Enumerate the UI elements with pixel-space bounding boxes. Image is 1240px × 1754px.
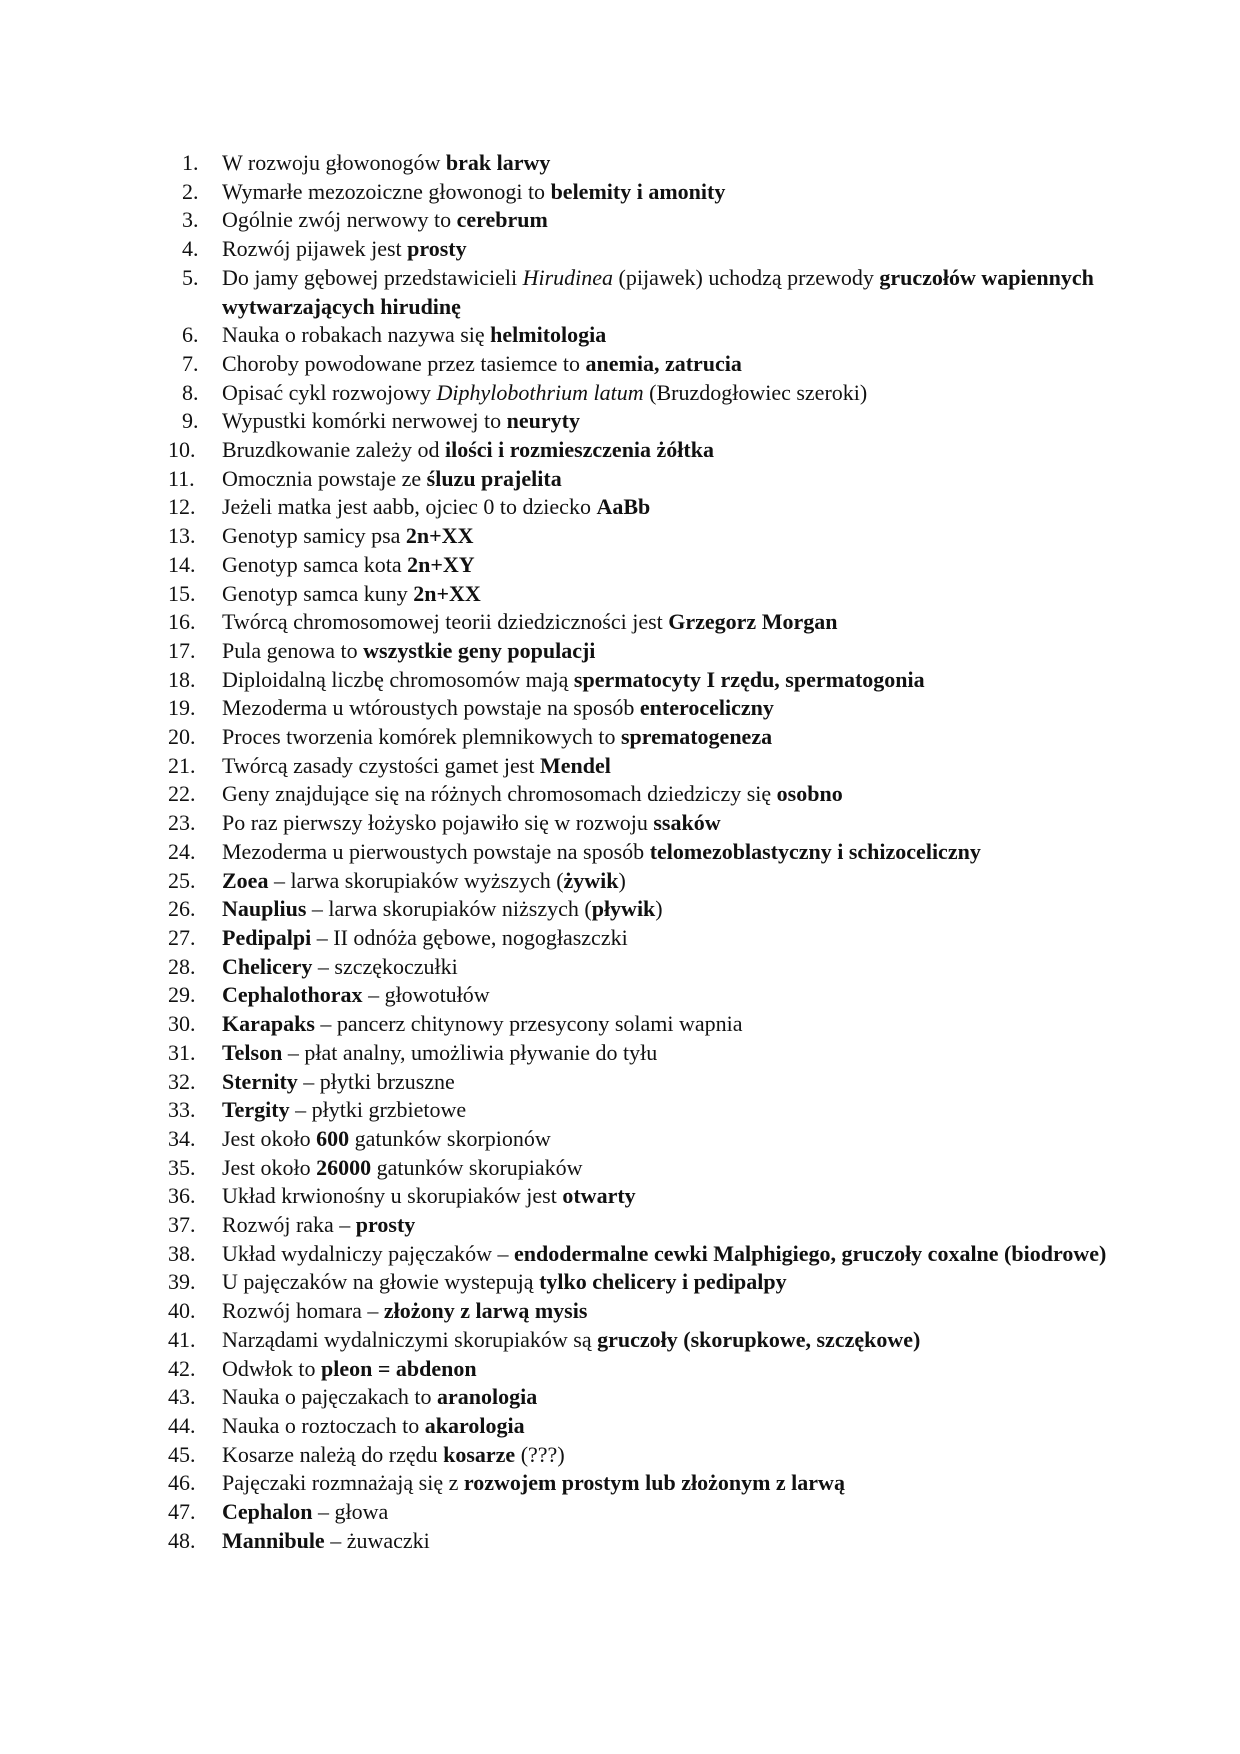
bold-term: Grzegorz Morgan [668, 609, 838, 635]
bold-term: Pedipalpi [222, 924, 312, 950]
list-item [160, 235, 1160, 264]
list-item [160, 895, 1160, 924]
italic-term: Hirudinea [522, 264, 614, 290]
bold-term: Nauplius [222, 896, 307, 922]
bold-term: żywik [563, 867, 619, 893]
list-item [160, 809, 1160, 838]
item-text [222, 1528, 430, 1553]
text-run: Nauka o pajęczakach to [222, 1384, 437, 1410]
text-run: Proces tworzenia komórek plemnikowych to [222, 724, 621, 750]
list-item [160, 379, 1160, 408]
item-number: 13. [168, 523, 196, 549]
item-number: 18. [168, 666, 196, 692]
text-run: – larwa skorupiaków wyższych ( [268, 867, 564, 893]
bold-term: neuryty [506, 408, 580, 434]
list-item [160, 1268, 1160, 1297]
item-number: 36. [168, 1183, 196, 1209]
item-text [222, 868, 626, 893]
bold-term: Cephalon [222, 1499, 313, 1525]
list-item [160, 1096, 1160, 1125]
item-text [222, 982, 490, 1007]
item-number: 44. [168, 1412, 196, 1438]
item-number: 22. [168, 781, 196, 807]
item-text [222, 609, 837, 634]
bold-term: akarologia [424, 1412, 525, 1438]
item-text [222, 380, 867, 405]
item-number: 24. [168, 838, 196, 864]
text-run: Jest około [222, 1154, 317, 1180]
bold-term: helmitologia [490, 322, 607, 348]
item-text [222, 1269, 787, 1294]
list-item [160, 867, 1160, 896]
text-run: ) [618, 867, 626, 893]
numbered-list [160, 149, 1160, 1555]
list-item [160, 1211, 1160, 1240]
list-item [160, 1039, 1160, 1068]
bold-term: ssaków [653, 810, 721, 836]
text-run: Pula genowa to [222, 637, 364, 663]
item-number: 8. [182, 379, 199, 405]
item-text [222, 1183, 636, 1208]
list-item [160, 637, 1160, 666]
list-item [160, 350, 1160, 379]
text-run: ) [655, 896, 663, 922]
item-text [222, 1442, 565, 1467]
text-run: (Bruzdogłowiec szeroki) [643, 379, 868, 405]
item-text [222, 1499, 388, 1524]
item-text [222, 466, 562, 491]
text-run: – II odnóża gębowe, nogogłaszczki [311, 924, 628, 950]
text-run: Nauka o roztoczach to [222, 1412, 425, 1438]
item-number: 4. [182, 236, 199, 262]
item-text [222, 1470, 845, 1495]
bold-term: belemity i amonity [550, 178, 726, 204]
text-run: Genotyp samca kuny [222, 580, 414, 606]
list-item [160, 206, 1160, 235]
item-text [222, 925, 628, 950]
bold-term: rozwojem prostym lub złożonym z larwą [463, 1470, 845, 1496]
item-text [222, 1011, 743, 1036]
item-number: 9. [182, 408, 199, 434]
item-number: 10. [168, 437, 196, 463]
list-item [160, 1125, 1160, 1154]
bold-term: Tergity [222, 1097, 290, 1123]
item-text [222, 150, 550, 175]
list-item [160, 1297, 1160, 1326]
bold-term: Zoea [222, 867, 269, 893]
text-run: Mezoderma u wtóroustych powstaje na sposób [222, 695, 640, 721]
bold-term: Karapaks [222, 1011, 315, 1037]
text-run: gatunków skorpionów [349, 1125, 551, 1151]
item-text [222, 207, 548, 232]
item-number: 11. [168, 465, 195, 491]
text-run: – płytki brzuszne [297, 1068, 455, 1094]
list-item [160, 1182, 1160, 1211]
text-run: Do jamy gębowej przedstawicieli [222, 264, 523, 290]
bold-term: AaBb [596, 494, 651, 520]
bold-term: tylko chelicery i pedipalpy [539, 1269, 787, 1295]
item-text [222, 351, 742, 376]
text-run: W rozwoju głowonogów [222, 150, 446, 175]
bold-term: anemia, zatrucia [585, 350, 742, 376]
list-item [160, 666, 1160, 695]
list-item [160, 924, 1160, 953]
bold-term: brak larwy [445, 150, 551, 175]
item-number: 1. [182, 150, 199, 175]
list-item [160, 264, 1160, 321]
list-item [160, 551, 1160, 580]
list-item [160, 1469, 1160, 1498]
list-item [160, 1355, 1160, 1384]
list-item [160, 838, 1160, 867]
bold-term: sprematogeneza [620, 724, 773, 750]
item-number: 34. [168, 1125, 196, 1151]
list-item [160, 1240, 1160, 1269]
item-number: 42. [168, 1355, 196, 1381]
list-item [160, 1412, 1160, 1441]
bold-term: enteroceliczny [639, 695, 774, 721]
list-item [160, 723, 1160, 752]
item-text [222, 810, 721, 835]
list-item [160, 1441, 1160, 1470]
bold-term: pleon = abdenon [321, 1355, 477, 1381]
item-text [222, 1126, 551, 1151]
item-text [222, 1327, 920, 1352]
text-run: Genotyp samicy psa [222, 523, 406, 549]
bold-term: spermatocyty I rzędu, spermatogonia [573, 666, 925, 692]
item-text [222, 1097, 466, 1122]
text-run: – larwa skorupiaków niższych ( [306, 896, 592, 922]
item-text [222, 638, 595, 663]
list-item [160, 493, 1160, 522]
item-text [222, 322, 606, 347]
text-run: Genotyp samca kota [222, 551, 408, 577]
list-item [160, 608, 1160, 637]
item-number: 23. [168, 810, 196, 836]
bold-term: gruczołów wapiennych wytwarzających hirudinę [222, 264, 1094, 319]
bold-term: Mannibule [222, 1527, 325, 1553]
bold-term: Chelicery [222, 953, 313, 979]
text-run: Bruzdkowanie zależy od [222, 437, 445, 463]
bold-term: 2n+XX [413, 580, 481, 606]
item-text [222, 753, 611, 778]
item-number: 40. [168, 1298, 196, 1324]
list-item [160, 1068, 1160, 1097]
text-run: Rozwój pijawek jest [222, 236, 408, 262]
text-run: – płytki grzbietowe [289, 1097, 467, 1123]
item-number: 28. [168, 953, 196, 979]
item-text [222, 1298, 587, 1323]
item-number: 16. [168, 609, 196, 635]
item-number: 15. [168, 580, 196, 606]
text-run: Twórcą zasady czystości gamet jest [222, 752, 540, 778]
bold-term: 600 [316, 1125, 350, 1151]
text-run: Geny znajdujące się na różnych chromosomach dziedziczy się [222, 781, 777, 807]
list-item [160, 321, 1160, 350]
text-run: U pajęczaków na głowie wystepują [222, 1269, 540, 1295]
bold-term: pływik [591, 896, 656, 922]
item-number: 32. [168, 1068, 196, 1094]
bold-term: 2n+XY [407, 551, 475, 577]
item-text [222, 1069, 455, 1094]
text-run: Diploidalną liczbę chromosomów mają [222, 666, 574, 692]
item-number: 26. [168, 896, 196, 922]
bold-term: prosty [407, 236, 467, 262]
item-number: 5. [182, 264, 199, 290]
item-number: 47. [168, 1499, 196, 1525]
text-run: Układ wydalniczy pajęczaków – [222, 1240, 514, 1266]
item-text [222, 1384, 537, 1409]
item-number: 39. [168, 1269, 196, 1295]
bold-term: osobno [776, 781, 843, 807]
item-number: 27. [168, 924, 196, 950]
item-number: 20. [168, 724, 196, 750]
item-text [222, 1241, 1106, 1266]
list-item [160, 981, 1160, 1010]
list-item [160, 580, 1160, 609]
item-number: 14. [168, 551, 196, 577]
bold-term: kosarze [443, 1441, 516, 1467]
list-item [160, 407, 1160, 436]
list-item [160, 1527, 1160, 1556]
text-run: Jest około [222, 1125, 317, 1151]
item-number: 19. [168, 695, 196, 721]
item-number: 25. [168, 867, 196, 893]
bold-term: 2n+XX [405, 523, 474, 549]
list-item [160, 522, 1160, 551]
item-text [222, 695, 774, 720]
text-run: (pijawek) uchodzą przewody [613, 264, 880, 290]
list-item [160, 436, 1160, 465]
text-run: Kosarze należą do rzędu [222, 1441, 444, 1467]
text-run: – głowotułów [362, 982, 490, 1008]
text-run: Opisać cykl rozwojowy [222, 379, 437, 405]
item-number: 43. [168, 1384, 196, 1410]
item-text [222, 667, 925, 692]
item-number: 35. [168, 1154, 196, 1180]
item-text [222, 896, 663, 921]
bold-term: Cephalothorax [222, 982, 363, 1008]
item-text [222, 236, 467, 261]
text-run: Rozwój raka – [222, 1212, 356, 1238]
text-run: – żuwaczki [324, 1527, 430, 1553]
bold-term: Telson [222, 1039, 283, 1065]
item-number: 33. [168, 1097, 196, 1123]
text-run: Odwłok to [222, 1355, 321, 1381]
bold-term: prosty [355, 1212, 416, 1238]
text-run: – płat analny, umożliwia pływanie do tyłu [282, 1039, 658, 1065]
item-text [222, 552, 475, 577]
item-number: 31. [168, 1039, 196, 1065]
bold-term: cerebrum [456, 207, 548, 233]
item-number: 3. [182, 207, 199, 233]
item-number: 48. [168, 1527, 196, 1553]
text-run: Narządami wydalniczymi skorupiaków są [222, 1326, 598, 1352]
item-number: 45. [168, 1441, 196, 1467]
text-run: Po raz pierwszy łożysko pojawiło się w rozwoju [222, 810, 654, 836]
text-run: Pajęczaki rozmnażają się z [222, 1470, 464, 1496]
item-text [222, 781, 843, 806]
item-text [222, 179, 725, 204]
item-text [222, 1155, 583, 1180]
bold-term: 26000 [316, 1154, 372, 1180]
item-text [222, 437, 714, 462]
item-text [222, 1212, 415, 1237]
item-number: 17. [168, 637, 196, 663]
list-item [160, 752, 1160, 781]
item-number: 12. [168, 494, 196, 520]
text-run: Jeżeli matka jest aabb, ojciec 0 to dziecko [222, 494, 597, 520]
item-text [222, 839, 981, 864]
text-run: Ogólnie zwój nerwowy to [222, 207, 457, 233]
text-run: – pancerz chitynowy przesycony solami wapnia [314, 1011, 743, 1037]
text-run: Wymarłe mezozoiczne głowonogi to [222, 178, 551, 204]
bold-term: Mendel [539, 752, 611, 778]
item-number: 29. [168, 982, 196, 1008]
item-number: 38. [168, 1240, 196, 1266]
list-item [160, 694, 1160, 723]
text-run: Mezoderma u pierwoustych powstaje na sposób [222, 838, 650, 864]
list-item [160, 178, 1160, 207]
bold-term: otwarty [562, 1183, 636, 1209]
item-text [222, 1356, 477, 1381]
text-run: – głowa [312, 1499, 389, 1525]
bold-term: złożony z larwą mysis [383, 1298, 588, 1324]
bold-term: wszystkie geny populacji [363, 637, 596, 663]
list-item [160, 1326, 1160, 1355]
bold-term: endodermalne cewki Malphigiego, gruczoły coxalne (biodrowe) [514, 1240, 1107, 1266]
item-number: 21. [168, 752, 196, 778]
item-text [222, 954, 458, 979]
bold-term: aranologia [437, 1384, 538, 1410]
bold-term: śluzu prajelita [426, 465, 562, 491]
list-item [160, 953, 1160, 982]
item-text [222, 1040, 657, 1065]
item-number: 41. [168, 1326, 196, 1352]
text-run: (???) [515, 1441, 565, 1467]
text-run: Nauka o robakach nazywa się [222, 322, 491, 348]
bold-term: gruczoły (skorupkowe, szczękowe) [597, 1326, 921, 1352]
item-number: 46. [168, 1470, 196, 1496]
list-item [160, 465, 1160, 494]
text-run: gatunków skorupiaków [371, 1154, 583, 1180]
text-run: Omocznia powstaje ze [222, 465, 427, 491]
list-item [160, 149, 1160, 178]
item-number: 37. [168, 1212, 196, 1238]
item-text [222, 265, 1094, 319]
item-text [222, 523, 473, 548]
list-item [160, 780, 1160, 809]
text-run: Choroby powodowane przez tasiemce to [222, 350, 586, 376]
item-number: 6. [182, 322, 199, 348]
list-item [160, 1498, 1160, 1527]
item-text [222, 724, 772, 749]
text-run: Twórcą chromosomowej teorii dziedziczności jest [222, 609, 669, 635]
list-item [160, 1383, 1160, 1412]
list-item [160, 1154, 1160, 1183]
item-number: 7. [182, 350, 199, 376]
bold-term: ilości i rozmieszczenia żółtka [444, 437, 714, 463]
text-run: Układ krwionośny u skorupiaków jest [222, 1183, 563, 1209]
item-text [222, 1413, 525, 1438]
item-text [222, 408, 580, 433]
item-text [222, 494, 650, 519]
text-run: Rozwój homara – [222, 1298, 384, 1324]
bold-term: Sternity [222, 1068, 298, 1094]
item-number: 30. [168, 1011, 196, 1037]
text-run: – szczękoczułki [312, 953, 458, 979]
list-item [160, 1010, 1160, 1039]
bold-term: telomezoblastyczny i schizoceliczny [649, 838, 981, 864]
item-text [222, 581, 481, 606]
italic-term: Diphylobothrium latum [436, 379, 644, 405]
text-run: Wypustki komórki nerwowej to [222, 408, 507, 434]
item-number: 2. [182, 178, 199, 204]
